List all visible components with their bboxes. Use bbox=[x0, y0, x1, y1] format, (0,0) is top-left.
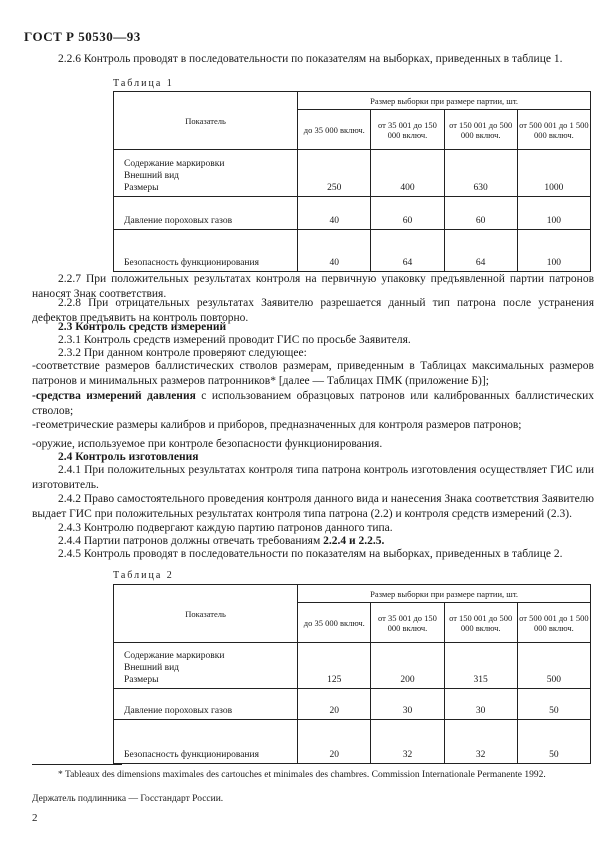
sample-size-value: 125 bbox=[298, 643, 371, 689]
indicator-label: Давление пороховых газов bbox=[114, 689, 298, 720]
paragraph-2-4-5: 2.4.5 Контроль проводят в последовательности по показателям на выборках, приведенных в таблице 2. bbox=[58, 548, 563, 560]
paragraph-2-4-3: 2.4.3 Контролю подвергают каждую партию патронов данного типа. bbox=[58, 522, 393, 534]
bullet-pressure-gauges bbox=[32, 389, 594, 418]
footnote-divider bbox=[32, 764, 122, 765]
sample-size-value: 32 bbox=[371, 720, 444, 764]
sample-size-value: 40 bbox=[298, 197, 371, 230]
sample-size-value: 400 bbox=[371, 150, 444, 197]
paragraph-2-2-8: 2.2.8 При отрицательных результатах Заявителю разрешается данный тип патрона после устранения дефектов предъявить на контроль повторно. bbox=[32, 297, 594, 324]
bullet-barrels: -соответствие размеров баллистических стволов размерам, приведенным в Таблицах максимальных размеров патронов и минимальных размеров патронников* [далее — Таблицах ПМК (приложение Б)]; bbox=[32, 360, 594, 387]
sample-size-value: 64 bbox=[444, 230, 517, 272]
sample-size-header: Размер выборки при размере партии, шт. bbox=[298, 92, 591, 110]
paragraph-2-4-4-refs: 2.2.4 и 2.2.5. bbox=[323, 535, 385, 547]
indicator-label: Безопасность функционирования bbox=[114, 720, 298, 764]
lot-size-column-header: до 35 000 включ. bbox=[298, 110, 371, 150]
lot-size-column-header: от 150 001 до 500 000 включ. bbox=[444, 603, 517, 643]
sample-size-value: 20 bbox=[298, 689, 371, 720]
paragraph-2-2-7: 2.2.7 При положительных результатах контроля на первичную упаковку предъявленной партии патронов наносят Знак соответствия. bbox=[32, 273, 594, 300]
indicator-label: Давление пороховых газов bbox=[114, 197, 298, 230]
sample-size-value: 100 bbox=[517, 230, 590, 272]
lot-size-column-header: от 150 001 до 500 000 включ. bbox=[444, 110, 517, 150]
paragraph-2-4-4-text: 2.4.4 Партии патронов должны отвечать требованиям bbox=[58, 535, 324, 547]
table2-caption: Таблица 2 bbox=[113, 570, 174, 581]
sample-size-value: 40 bbox=[298, 230, 371, 272]
table-1 bbox=[113, 91, 591, 272]
bullet-gauges: -геометрические размеры калибров и приборов, предназначенных для контроля размеров патронов; bbox=[32, 419, 522, 431]
sample-size-value: 50 bbox=[517, 689, 590, 720]
sample-size-value: 250 bbox=[298, 150, 371, 197]
lot-size-column-header: от 35 001 до 150 000 включ. bbox=[371, 110, 444, 150]
page-number: 2 bbox=[32, 812, 38, 824]
bullet-pressure-rest: с использованием образцовых патронов или калиброванных баллистических стволов; bbox=[32, 390, 594, 417]
bullet-weapons: -оружие, используемое при контроле безопасности функционирования. bbox=[32, 438, 383, 450]
sample-size-value: 30 bbox=[371, 689, 444, 720]
document-header: ГОСТ Р 50530—93 bbox=[24, 29, 141, 44]
footnote-text: * Tableaux des dimensions maximales des cartouches et minimales des chambres. Commission Internationale Permanente 1992. bbox=[58, 770, 546, 780]
sample-size-value: 630 bbox=[444, 150, 517, 197]
sample-size-value: 200 bbox=[371, 643, 444, 689]
sample-size-value: 20 bbox=[298, 720, 371, 764]
indicator-header: Показатель bbox=[114, 585, 298, 643]
sample-size-value: 315 bbox=[444, 643, 517, 689]
sample-size-value: 50 bbox=[517, 720, 590, 764]
paragraph-2-3-2: 2.3.2 При данном контроле проверяют следующее: bbox=[58, 347, 307, 359]
sample-size-value: 30 bbox=[444, 689, 517, 720]
lot-size-column-header: от 500 001 до 1 500 000 включ. bbox=[517, 603, 590, 643]
indicator-label: Содержание маркировки Внешний вид Размеры bbox=[114, 150, 298, 197]
sample-size-value: 64 bbox=[371, 230, 444, 272]
sample-size-value: 32 bbox=[444, 720, 517, 764]
indicator-header: Показатель bbox=[114, 92, 298, 150]
paragraph-2-4-2: 2.4.2 Право самостоятельного проведения контроля данного вида и нанесения Знака соответствия Заявителю выдает ГИС при положительных результатах контроля типа патрона (2.2) и контроля средств измерений (2.3). bbox=[32, 493, 595, 520]
paragraph-2-4-1: 2.4.1 При положительных результатах контроля типа патрона контроль изготовления осуществляет ГИС или изготовитель. bbox=[32, 464, 594, 491]
sample-size-value: 60 bbox=[371, 197, 444, 230]
lot-size-column-header: от 35 001 до 150 000 включ. bbox=[371, 603, 444, 643]
indicator-label: Безопасность функционирования bbox=[114, 230, 298, 272]
section-2-3-title: 2.3 Контроль средств измерений bbox=[58, 321, 227, 333]
table1-caption: Таблица 1 bbox=[113, 78, 174, 89]
table-2 bbox=[113, 584, 591, 764]
sample-size-value: 500 bbox=[517, 643, 590, 689]
section-2-4-title: 2.4 Контроль изготовления bbox=[58, 451, 199, 463]
bullet-pressure-bold: -средства измерений давления bbox=[32, 390, 196, 402]
sample-size-value: 60 bbox=[444, 197, 517, 230]
paragraph-2-2-6: 2.2.6 Контроль проводят в последовательности по показателям на выборках, приведенных в таблице 1. bbox=[58, 53, 563, 65]
document-holder: Держатель подлинника — Госстандарт России. bbox=[32, 794, 224, 804]
lot-size-column-header: от 500 001 до 1 500 000 включ. bbox=[517, 110, 590, 150]
sample-size-value: 100 bbox=[517, 197, 590, 230]
paragraph-2-3-1: 2.3.1 Контроль средств измерений проводит ГИС по просьбе Заявителя. bbox=[58, 334, 411, 346]
indicator-label: Содержание маркировки Внешний вид Размеры bbox=[114, 643, 298, 689]
sample-size-value: 1000 bbox=[517, 150, 590, 197]
lot-size-column-header: до 35 000 включ. bbox=[298, 603, 371, 643]
sample-size-header: Размер выборки при размере партии, шт. bbox=[298, 585, 591, 603]
